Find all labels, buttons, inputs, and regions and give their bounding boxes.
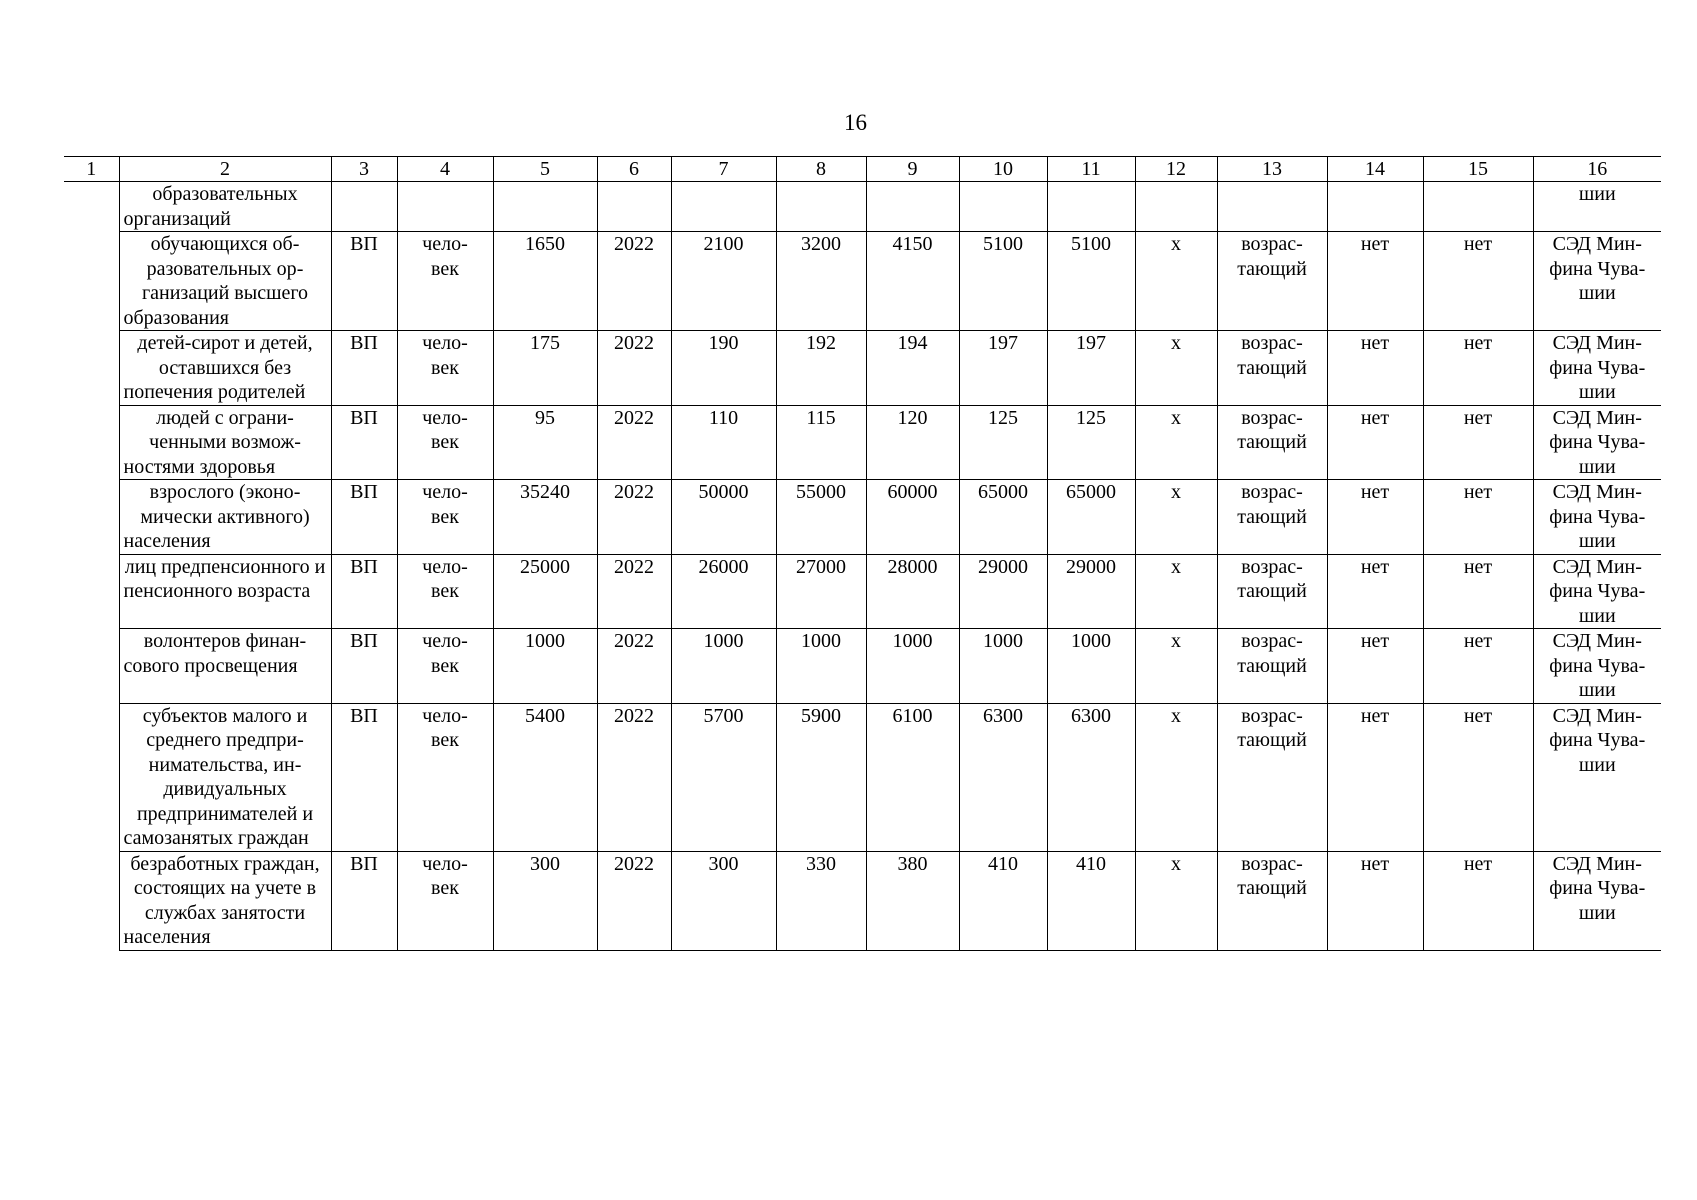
value-col7-cell: 5700 bbox=[671, 703, 776, 851]
row-number-cell bbox=[64, 331, 119, 406]
empty-cell bbox=[331, 182, 397, 232]
col12-cell: х bbox=[1135, 331, 1217, 406]
base-value-cell: 1000 bbox=[493, 629, 597, 704]
column-header-5: 5 bbox=[493, 157, 597, 182]
table-header-row bbox=[64, 157, 1661, 182]
indicator-type-cell: ВП bbox=[331, 703, 397, 851]
source-cell: СЭД Мин- фина Чува- шии bbox=[1533, 629, 1661, 704]
base-year-cell: 2022 bbox=[597, 232, 671, 331]
table-row bbox=[64, 554, 1661, 629]
value-col9-cell: 6100 bbox=[866, 703, 959, 851]
indicator-type-cell: ВП bbox=[331, 331, 397, 406]
table-row bbox=[64, 232, 1661, 331]
source-cell: СЭД Мин- фина Чува- шии bbox=[1533, 554, 1661, 629]
base-year-cell: 2022 bbox=[597, 851, 671, 950]
unit-cell: чело- век bbox=[397, 554, 493, 629]
trend-cell: возрас- тающий bbox=[1217, 480, 1327, 555]
unit-cell: чело- век bbox=[397, 629, 493, 704]
base-value-cell: 35240 bbox=[493, 480, 597, 555]
value-col8-cell: 115 bbox=[776, 405, 866, 480]
value-col7-cell: 2100 bbox=[671, 232, 776, 331]
col14-cell: нет bbox=[1327, 405, 1423, 480]
col14-cell: нет bbox=[1327, 554, 1423, 629]
value-col9-cell: 194 bbox=[866, 331, 959, 406]
col15-cell: нет bbox=[1423, 405, 1533, 480]
value-col10-cell: 29000 bbox=[959, 554, 1047, 629]
indicator-type-cell: ВП bbox=[331, 629, 397, 704]
row-number-cell bbox=[64, 480, 119, 555]
value-col11-cell: 65000 bbox=[1047, 480, 1135, 555]
table-row bbox=[64, 480, 1661, 555]
column-header-4: 4 bbox=[397, 157, 493, 182]
trend-cell: возрас- тающий bbox=[1217, 629, 1327, 704]
base-year-cell: 2022 bbox=[597, 629, 671, 704]
row-number-cell bbox=[64, 182, 119, 232]
value-col7-cell: 110 bbox=[671, 405, 776, 480]
row-number-cell bbox=[64, 405, 119, 480]
value-col8-cell: 330 bbox=[776, 851, 866, 950]
column-header-3: 3 bbox=[331, 157, 397, 182]
col14-cell: нет bbox=[1327, 703, 1423, 851]
indicator-name-cell: детей-сирот и детей, оставшихся без попечения родителей bbox=[119, 331, 331, 406]
column-header-7: 7 bbox=[671, 157, 776, 182]
column-header-2: 2 bbox=[119, 157, 331, 182]
source-cell: СЭД Мин- фина Чува- шии bbox=[1533, 405, 1661, 480]
value-col7-cell: 50000 bbox=[671, 480, 776, 555]
source-cell: СЭД Мин- фина Чува- шии bbox=[1533, 232, 1661, 331]
empty-cell bbox=[776, 182, 866, 232]
trend-cell: возрас- тающий bbox=[1217, 703, 1327, 851]
value-col11-cell: 410 bbox=[1047, 851, 1135, 950]
base-value-cell: 95 bbox=[493, 405, 597, 480]
source-cell: СЭД Мин- фина Чува- шии bbox=[1533, 851, 1661, 950]
col14-cell: нет bbox=[1327, 851, 1423, 950]
trend-cell: возрас- тающий bbox=[1217, 232, 1327, 331]
value-col8-cell: 27000 bbox=[776, 554, 866, 629]
row-number-cell bbox=[64, 629, 119, 704]
col12-cell: х bbox=[1135, 703, 1217, 851]
value-col9-cell: 380 bbox=[866, 851, 959, 950]
table-row bbox=[64, 331, 1661, 406]
value-col7-cell: 1000 bbox=[671, 629, 776, 704]
value-col11-cell: 125 bbox=[1047, 405, 1135, 480]
column-header-16: 16 bbox=[1533, 157, 1661, 182]
indicator-type-cell: ВП bbox=[331, 405, 397, 480]
source-cell: СЭД Мин- фина Чува- шии bbox=[1533, 480, 1661, 555]
value-col10-cell: 410 bbox=[959, 851, 1047, 950]
value-col8-cell: 5900 bbox=[776, 703, 866, 851]
col15-cell: нет bbox=[1423, 232, 1533, 331]
base-value-cell: 1650 bbox=[493, 232, 597, 331]
base-value-cell: 25000 bbox=[493, 554, 597, 629]
column-header-13: 13 bbox=[1217, 157, 1327, 182]
column-header-1: 1 bbox=[64, 157, 119, 182]
empty-cell bbox=[671, 182, 776, 232]
indicator-name-cell: обучающихся образовательных организаций высшего образования bbox=[119, 232, 331, 331]
col14-cell: нет bbox=[1327, 232, 1423, 331]
row-number-cell bbox=[64, 703, 119, 851]
empty-cell bbox=[597, 182, 671, 232]
unit-cell: чело- век bbox=[397, 405, 493, 480]
value-col8-cell: 1000 bbox=[776, 629, 866, 704]
base-value-cell: 5400 bbox=[493, 703, 597, 851]
source-cell: СЭД Мин- фина Чува- шии bbox=[1533, 703, 1661, 851]
value-col10-cell: 125 bbox=[959, 405, 1047, 480]
value-col10-cell: 197 bbox=[959, 331, 1047, 406]
trend-cell: возрас- тающий bbox=[1217, 554, 1327, 629]
value-col9-cell: 1000 bbox=[866, 629, 959, 704]
empty-cell bbox=[397, 182, 493, 232]
table-row-continuation bbox=[64, 182, 1661, 232]
source-cell: шии bbox=[1533, 182, 1661, 232]
col14-cell: нет bbox=[1327, 331, 1423, 406]
base-value-cell: 175 bbox=[493, 331, 597, 406]
value-col11-cell: 1000 bbox=[1047, 629, 1135, 704]
empty-cell bbox=[1135, 182, 1217, 232]
col12-cell: х bbox=[1135, 232, 1217, 331]
col15-cell: нет bbox=[1423, 851, 1533, 950]
empty-cell bbox=[1327, 182, 1423, 232]
value-col9-cell: 60000 bbox=[866, 480, 959, 555]
indicator-name-cell: образовательных организаций bbox=[119, 182, 331, 232]
unit-cell: чело- век bbox=[397, 232, 493, 331]
col15-cell: нет bbox=[1423, 629, 1533, 704]
value-col7-cell: 190 bbox=[671, 331, 776, 406]
trend-cell: возрас- тающий bbox=[1217, 331, 1327, 406]
column-header-8: 8 bbox=[776, 157, 866, 182]
unit-cell: чело- век bbox=[397, 703, 493, 851]
indicator-name-cell: людей с ограниченными возможностями здоровья bbox=[119, 405, 331, 480]
base-value-cell: 300 bbox=[493, 851, 597, 950]
value-col8-cell: 55000 bbox=[776, 480, 866, 555]
row-number-cell bbox=[64, 554, 119, 629]
value-col11-cell: 29000 bbox=[1047, 554, 1135, 629]
col15-cell: нет bbox=[1423, 331, 1533, 406]
page-number: 16 bbox=[844, 110, 867, 135]
table-row bbox=[64, 851, 1661, 950]
base-year-cell: 2022 bbox=[597, 405, 671, 480]
value-col11-cell: 5100 bbox=[1047, 232, 1135, 331]
value-col9-cell: 28000 bbox=[866, 554, 959, 629]
column-header-14: 14 bbox=[1327, 157, 1423, 182]
base-year-cell: 2022 bbox=[597, 703, 671, 851]
value-col11-cell: 6300 bbox=[1047, 703, 1135, 851]
indicator-name-cell: лиц предпенсионного и пенсионного возраста bbox=[119, 554, 331, 629]
empty-cell bbox=[866, 182, 959, 232]
value-col10-cell: 65000 bbox=[959, 480, 1047, 555]
table-row bbox=[64, 629, 1661, 704]
col15-cell: нет bbox=[1423, 703, 1533, 851]
base-year-cell: 2022 bbox=[597, 480, 671, 555]
empty-cell bbox=[493, 182, 597, 232]
indicator-type-cell: ВП bbox=[331, 232, 397, 331]
empty-cell bbox=[1423, 182, 1533, 232]
column-header-11: 11 bbox=[1047, 157, 1135, 182]
indicator-name-cell: взрослого (экономически активного) населения bbox=[119, 480, 331, 555]
table-row bbox=[64, 405, 1661, 480]
column-header-12: 12 bbox=[1135, 157, 1217, 182]
trend-cell: возрас- тающий bbox=[1217, 405, 1327, 480]
col12-cell: х bbox=[1135, 405, 1217, 480]
col15-cell: нет bbox=[1423, 554, 1533, 629]
indicator-name-cell: безработных граждан, состоящих на учете в службах занятости населения bbox=[119, 851, 331, 950]
unit-cell: чело- век bbox=[397, 851, 493, 950]
indicator-name-cell: волонтеров финансового просвещения bbox=[119, 629, 331, 704]
value-col10-cell: 6300 bbox=[959, 703, 1047, 851]
indicator-type-cell: ВП bbox=[331, 480, 397, 555]
value-col7-cell: 26000 bbox=[671, 554, 776, 629]
base-year-cell: 2022 bbox=[597, 554, 671, 629]
value-col8-cell: 3200 bbox=[776, 232, 866, 331]
column-header-15: 15 bbox=[1423, 157, 1533, 182]
unit-cell: чело- век bbox=[397, 480, 493, 555]
value-col10-cell: 5100 bbox=[959, 232, 1047, 331]
table-row bbox=[64, 703, 1661, 851]
source-cell: СЭД Мин- фина Чува- шии bbox=[1533, 331, 1661, 406]
indicator-type-cell: ВП bbox=[331, 554, 397, 629]
unit-cell: чело- век bbox=[397, 331, 493, 406]
indicator-type-cell: ВП bbox=[331, 851, 397, 950]
column-header-6: 6 bbox=[597, 157, 671, 182]
value-col9-cell: 4150 bbox=[866, 232, 959, 331]
row-number-cell bbox=[64, 851, 119, 950]
col12-cell: х bbox=[1135, 480, 1217, 555]
col14-cell: нет bbox=[1327, 480, 1423, 555]
value-col10-cell: 1000 bbox=[959, 629, 1047, 704]
empty-cell bbox=[1047, 182, 1135, 232]
col12-cell: х bbox=[1135, 851, 1217, 950]
column-header-9: 9 bbox=[866, 157, 959, 182]
empty-cell bbox=[1217, 182, 1327, 232]
column-header-10: 10 bbox=[959, 157, 1047, 182]
trend-cell: возрас- тающий bbox=[1217, 851, 1327, 950]
empty-cell bbox=[959, 182, 1047, 232]
indicator-table bbox=[64, 156, 1661, 951]
value-col9-cell: 120 bbox=[866, 405, 959, 480]
row-number-cell bbox=[64, 232, 119, 331]
value-col8-cell: 192 bbox=[776, 331, 866, 406]
base-year-cell: 2022 bbox=[597, 331, 671, 406]
col14-cell: нет bbox=[1327, 629, 1423, 704]
col12-cell: х bbox=[1135, 554, 1217, 629]
value-col11-cell: 197 bbox=[1047, 331, 1135, 406]
col15-cell: нет bbox=[1423, 480, 1533, 555]
indicator-name-cell: субъектов малого и среднего предпринимательства, индивидуальных предпринимателей и самозанятых граждан bbox=[119, 703, 331, 851]
col12-cell: х bbox=[1135, 629, 1217, 704]
value-col7-cell: 300 bbox=[671, 851, 776, 950]
